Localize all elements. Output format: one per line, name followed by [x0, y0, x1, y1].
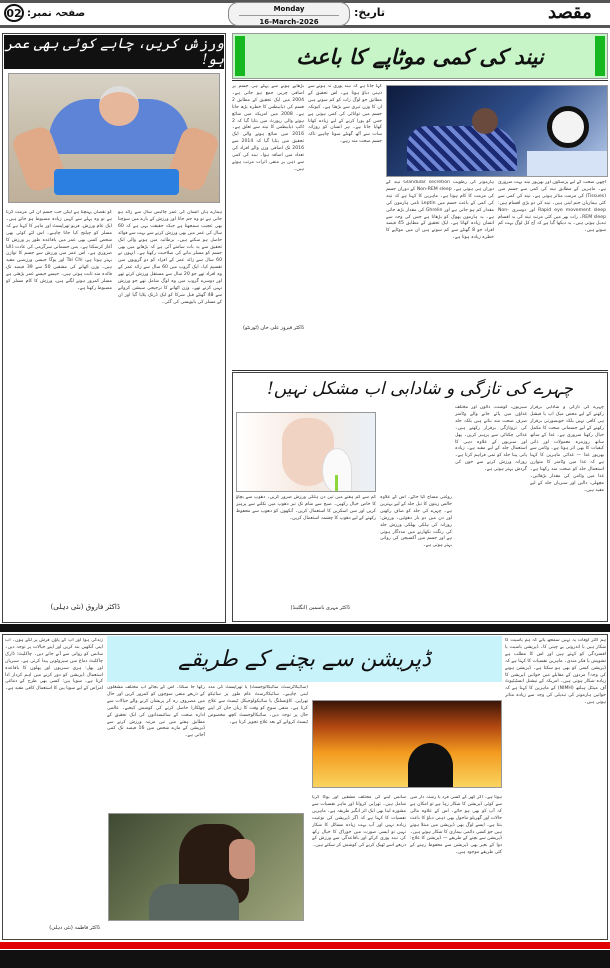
date-divider [239, 15, 339, 16]
sleep-title: نیند کی کمی موٹاپے کا باعث [296, 43, 544, 69]
sleep-divider [232, 80, 608, 81]
sleep-byline: ڈاکٹر فیروز علی خان (ٹورنٹو) [243, 325, 304, 331]
sleep-col-4: بڑھاپے ہونے سے پہلے ہی جسم پر اضافی چربی جمع ہو جاتی ہے۔ 2004 میں ایک تحقیق کے مطابق 2 قسم کی ذیابیطس کا خطرہ بڑھ جاتا ہے۔ 2008 میں امریکہ میں شائع ہونے والی رپورٹ میں بتایا گیا کہ 2 ٹائپ ذیابیطس کا نیند سے تعلق ہے۔ 2016 میں شائع ہونے والی ایک تحقیق میں بتایا گیا کہ 2014 سے 2016 تک اضافی وزن والے افراد کی تعداد میں اضافہ ہوا۔ نیند کی کمی سے ذہن پر منفی اثرات مرتب ہوتے ہیں۔ [232, 84, 304, 172]
depression-col-5: رکھا جا سکتا۔ اس کے بجائے آپ مختلف مشغلوں کے ذریعے منفی سوچوں کو کمزور کریں اور حال میں مصروف رہ کر پریشان کرنے والے خیالات سے چھٹکارا حاصل کرنے کی کوشش کیجیے۔ عالمی ادارہ صحت کے سائنسدانوں کی ایک تحقیق کے مطابق ہفتے میں تین مرتبہ ورزش کرنے سے ڈپریشن کے مارے شخص میں 16 فیصد تک کمی آجاتی ہے۔ [107, 685, 205, 739]
skin-col-1: چہرے کی تازگی و شادابی برقرار رکھنے کے لیے محض میک اپ یا فیشل ہی کافی نہیں بلکہ خوبصورتی برقرار رکھنے کے لیے جسمانی صحت کا مکمل خیال رکھنا ضروری ہے۔ غذا کے ساتھ ساتھ روزمرہ معمولات اور ذاتی کیفیات کا بھی اثر ہوتا ہے۔ وٹامن سے بھرپور غذا — غذائی ماہرین کا کہنا ہے کہ غذا میں وٹامنز کا متوازن استعمال جلد کو صحت مند رکھتا ہے۔ غذا میں وٹامن کی مقدار بڑھائیں۔ مچھلی، دالیں اور سبزیاں جلد کے لیے مفید ہیں۔ [530, 405, 604, 493]
date-box [228, 2, 350, 26]
depression-col-3: سانس لینے کی مختلف مشقیں اور یوگا کرنا شامل ہیں۔ تھراپی کروانا اور ماہر نفسیات سے مشورہ لینا بھی ایک اثر انگیز طریقہ ہے۔ ماہرین نفسیات کا کہنا ہے کہ اگر ڈپریشن کی نوعیت زیادہ نہیں اور آپ بہت زیادہ مسائل کا شکار نہیں تو ایسی صورت میں خوراک کا خیال رکھ کر، نیند پوری کرکے اور باقاعدگی سے ورزش کے ذریعے اسے ٹھیک کرنے کی کوشش کر سکتے ہیں۔ [312, 795, 406, 849]
exercise-title: ورزش کریں، چاہے کوئی بھی عمر ہو! [4, 36, 224, 68]
section-divider-bar [0, 624, 610, 632]
skin-col-2: سبزیوں، گوشت، دالوں اور مختلف غذاؤں میں پائے جانے والے وٹامنز صرف صحت مند بناتے ہیں بلکہ جلد کی تروتازگی برقرار رکھتے ہیں۔ غذائی چکنائی سے پرہیز کریں۔ پھل اور سبزیوں کے علاوہ دہی کا استعمال جلد کے لیے مفید ہے۔ زیادہ پانی پینا جلد کو نمی فراہم کرتا ہے۔ روزانہ ورزش کرنے سے خون کی گردش بہتر ہوتی ہے۔ [455, 405, 527, 473]
sleep-title-bar [232, 33, 608, 79]
skin-image [236, 412, 376, 492]
depression-col-6: زندگی ہوا اور آپ کے پاؤں فرش پر لگے ہوں۔ اب اپنی آنکھیں بند کریں اور اپنے خیالات پر توجہ دیں۔ سانس کو روانی سے آنے جانے دیں۔ چاکلیٹ: ڈارک چاکلیٹ دماغ میں سیروٹونن پیدا کرتی ہے۔ سبزیاں اور پھل: ہری سبزیوں اور پھلوں کا باقاعدہ استعمال ڈپریشن کو دور کرنے میں اہم کردار ادا کرتا ہے۔ سویا بین: کسی بھی طرح کے دماغی امراض کے لیے سویا بین کا استعمال کافی مفید ہے۔ [5, 638, 103, 692]
skin-col-3: روغنی مساج کیا جائے۔ اس کے علاوہ خالص زیتون کا تیل جلد کے لیے بہترین ہے۔ چہرے کی جلد کو صاف رکھیں اور دن میں دو بار دھوئیں۔ ورزش: روزانہ کی ہلکی پھلکی ورزش جلد کی رنگت نکھارنے میں مددگار ہوتی ہے اور جسم میں آکسیجن کی روانی بہتر ہوتی ہے۔ [380, 495, 452, 549]
exercise-byline: ڈاکٹر فاروق (نئی دہلی) [50, 603, 120, 611]
depression-title-bar [107, 636, 502, 682]
depression-col-2: ہوتا ہے۔ اگر گھر کے کسی فرد یا رشتہ دار میں سے کوئی ڈپریشن کا شکار رہا ہے تو امکان ہے کہ آپ کو بھی ہو جائے۔ اس کے علاوہ مالی حالات اور گھریلو ماحول بھی ذہنی دباؤ کا باعث بنتا ہے۔ ایسے لوگ بھی ڈپریشن میں مبتلا ہوتے ہیں جو کسی دائمی بیماری کا شکار ہوتے ہیں۔ ڈپریشن سے بچنے کے طریقے — ڈپریشن کا علاج: دوا کے بغیر بھی ڈپریشن سے محفوظ رہنے کے کئی طریقے موجود ہیں۔ [410, 795, 502, 856]
exercise-col-left: کو نقصان پہنچتا ہے لیکن جب جسم ان کی مرمت کرتا ہے تو وہ پہلے سے کہیں زیادہ مضبوط ہو جاتے ہیں۔ ایک عام ورزش، فزیو تھراپسٹ اور ماہر کا کہنا ہے کہ مسلز کو چیلنج کیا جانا چاہیے۔ اس لئے کوئی بھی شخص کسی بھی عمر میں باقاعدہ طور پر ورزش کا آغاز کرسکتا ہے۔ بس جسمانی سرگرمی کی عادت ڈالنا ضروری ہے۔ اس عمر میں ورزش سے جسم کا توازن بہتر ہوتا ہے، Tai Chi اور یوگا جیسی ورزشیں مفید ہیں۔ وزن اٹھانے کی مشقیں 50 سے 39 فیصد تک فائدہ مند ثابت ہوتی ہیں۔ جیسے جیسے عمر بڑھتی ہے مسلز کمزور ہونے لگتے ہیں، ورزش کا کام مسلز کو مضبوط رکھنا ہے۔ [6, 210, 112, 291]
page-label: صفحہ نمبر: [27, 7, 86, 19]
sleep-col-2: ہارمونز کی رطوبت Glandular secretion نیند کے دوران ہی ہوتی ہے۔ Non-REM sleep کے دوران جسم کی مرمت کا کام ہوتا ہے۔ ماہرین کا کہنا ہے کہ نیند کی کمی کے باعث جسم میں Leptin نامی ہارمون کی مقدار کم ہو جاتی ہے اور Ghrelin کی مقدار بڑھ جاتی ہے۔ یہ ہارمون بھوک کو بڑھاتا ہے جس کی وجہ سے انسان زیادہ کھاتا ہے۔ ایک تحقیق کے مطابق 45 فیصد افراد جو 8 گھنٹے سے کم سوتے ہیں ان میں موٹاپے کا خطرہ زیادہ ہوتا ہے۔ [386, 180, 494, 241]
skin-title-area [234, 374, 606, 402]
exercise-col-right: ہمارے ہاں انسان کی عمر چالیس سال سے زائد ہو جاتی ہے تو وہ جم جانا اور ورزش کے بارے میں سوچنا بھی عجیب سمجھتا ہے جبکہ حقیقت یہی ہے کہ 60 سال کی عمر میں بھی ورزش کرنے سے بہت سے فوائد حاصل ہو سکتے ہیں۔ برطانیہ میں ہونے والی ایک تحقیق سے یہ بات سامنے آئی ہے کہ بڑھاپے میں بھی جسم کو مسلز بنانے کی صلاحیت رکھتا ہے۔ انہوں نے 60 سال سے زائد عمر کے افراد کو دو گروپوں میں تقسیم کیا۔ ایک گروپ میں 60 سال سے زائد عمر کے وہ افراد تھے جو 20 سال سے مستقل ورزش کرتے تھے اور دوسرے گروپ میں وہ لوگ شامل تھے جو ورزش نہیں کرتے تھے۔ وزن اٹھانے کا ترجیحی سیشن کروانے سے 48 گھنٹے قبل شرکا کو ایک ڈرنک پلایا گیا اور ان کے مسلز کی بایوپسی کی گئی۔ [118, 210, 222, 305]
sleep-col-1: اچھی صحت کے لیے پرسکون اور بھرپور نیند بہت ضروری ہے۔ ماہرین کے مطابق نیند کی کمی سے جسم میں (Tissues) کی مرمت متاثر ہوتی ہے۔ نیند کی کمی سے کئی بیماریاں جنم لیتی ہیں۔ نیند کی دو بڑی اقسام ہیں: Rapid eye movement sleep اور دوسری Non-REM sleep۔ رات بھر میں کئی مرتبہ نیند کی یہ اقسام تبدیل ہوتی ہیں۔ یہ دیکھا گیا ہے کہ آج کل لوگ بہت کم سوتے ہیں۔ [498, 180, 606, 234]
depression-col-4: (سائیکاٹرسٹ، سائیکالوجسٹ) یا تھراپسٹ کی مدد لینی چاہیے۔ سائیکاٹرسٹ عام طور پر سائیکو تھراپی، کاؤنسلنگ یا سائیکولوجیکل ٹیسٹ سے علاج کرتا ہے۔ منفی سوچ کو وقت کا زیاں جان کر اپنے حال پر توجہ دیں۔ سائیکالوجسٹ کچھ مخصوص ٹیسٹ کروانے کے بعد علاج تجویز کرتا ہے۔ [208, 685, 308, 725]
sleep-title-accent-left [235, 36, 245, 76]
depression-title: ڈپریشن سے بچنے کے طریقے [178, 646, 431, 672]
bottom-red-bar [0, 942, 610, 949]
day-label: Monday [273, 5, 305, 13]
page-number [4, 4, 85, 22]
sleep-title-accent-right [595, 36, 605, 76]
newspaper-logo: مقصد [548, 2, 592, 23]
page-number-circle: 02 [4, 4, 24, 22]
depression-col-1: ہم اکثر اوقات یہ نہیں سمجھ پاتے کہ ہم یاسیت کا شکار ہیں یا اندرونی بے چینی کا۔ ڈپریشن یاسیت یا افسردگی کو کہتے ہیں اور اس کا مطلب ہے تشویش یا فکر مندی۔ ماہرین نفسیات کا کہنا ہے کہ ڈپریشن کسی کو بھی ہو سکتا ہے۔ ڈپریشن ہونے کی وجہ؟ مردوں کے مقابلے میں خواتین ڈپریشن کا زیادہ شکار ہوتی ہیں۔ امریکہ کے نیشنل انسٹیٹیوٹ آف مینٹل ہیلتھ (NIMH) کے ماہرین کا کہنا ہے کہ خواتین ہارمونز کی تبدیلی کی وجہ سے زیادہ متاثر ہوتی ہیں۔ [505, 638, 606, 706]
exercise-image [8, 73, 220, 203]
skin-title: چہرے کی تازگی و شادابی اب مشکل نہیں! [267, 378, 573, 399]
skin-col-4: کم سے کم ہفتے میں تین دن ہلکی ورزش ضرور کریں۔ دھوپ سے بچاؤ کا خاص خیال رکھیں۔ صبح سے شام تک تیز دھوپ میں نکلنے سے پرہیز کریں اور سن اسکرین کا استعمال کریں۔ آنکھوں کو دھوپ سے محفوظ رکھنے کے لیے دھوپ کا چشمہ استعمال کریں۔ [236, 495, 376, 521]
date-prefix: تاریخ: [354, 6, 386, 19]
depression-woman-image [108, 813, 304, 921]
skin-byline: ڈاکٹر مہری یاسمین (انگلینڈ) [290, 605, 350, 611]
bottom-black-bar [0, 950, 610, 968]
sleep-image [386, 85, 608, 177]
sleep-bottom-divider [232, 370, 608, 371]
date-label: 16-March-2026 [259, 18, 319, 26]
exercise-title-bar [4, 35, 224, 69]
depression-byline: ڈاکٹر فاطمہ (نئی دہلی) [49, 925, 100, 931]
depression-sunset-image [312, 700, 502, 788]
sleep-col-3: کہا جاتا ہے کہ نیند پوری نہ ہونے سے ذہنی دباؤ ہوتا ہے۔ اس تحقیق کے مطابق جو لوگ رات کو کم سوتے ہیں ان کا وزن تیزی سے بڑھتا ہے۔ کیونکہ جسم میں توانائی کی کمی ہوتی ہے جس کو پورا کرنے کے لیے زیادہ کھانا کھایا جاتا ہے۔ ہر انسان کو روزانہ سات سے آٹھ گھنٹے سونا چاہیے تاکہ جسم صحت مند رہے۔ [308, 84, 382, 145]
